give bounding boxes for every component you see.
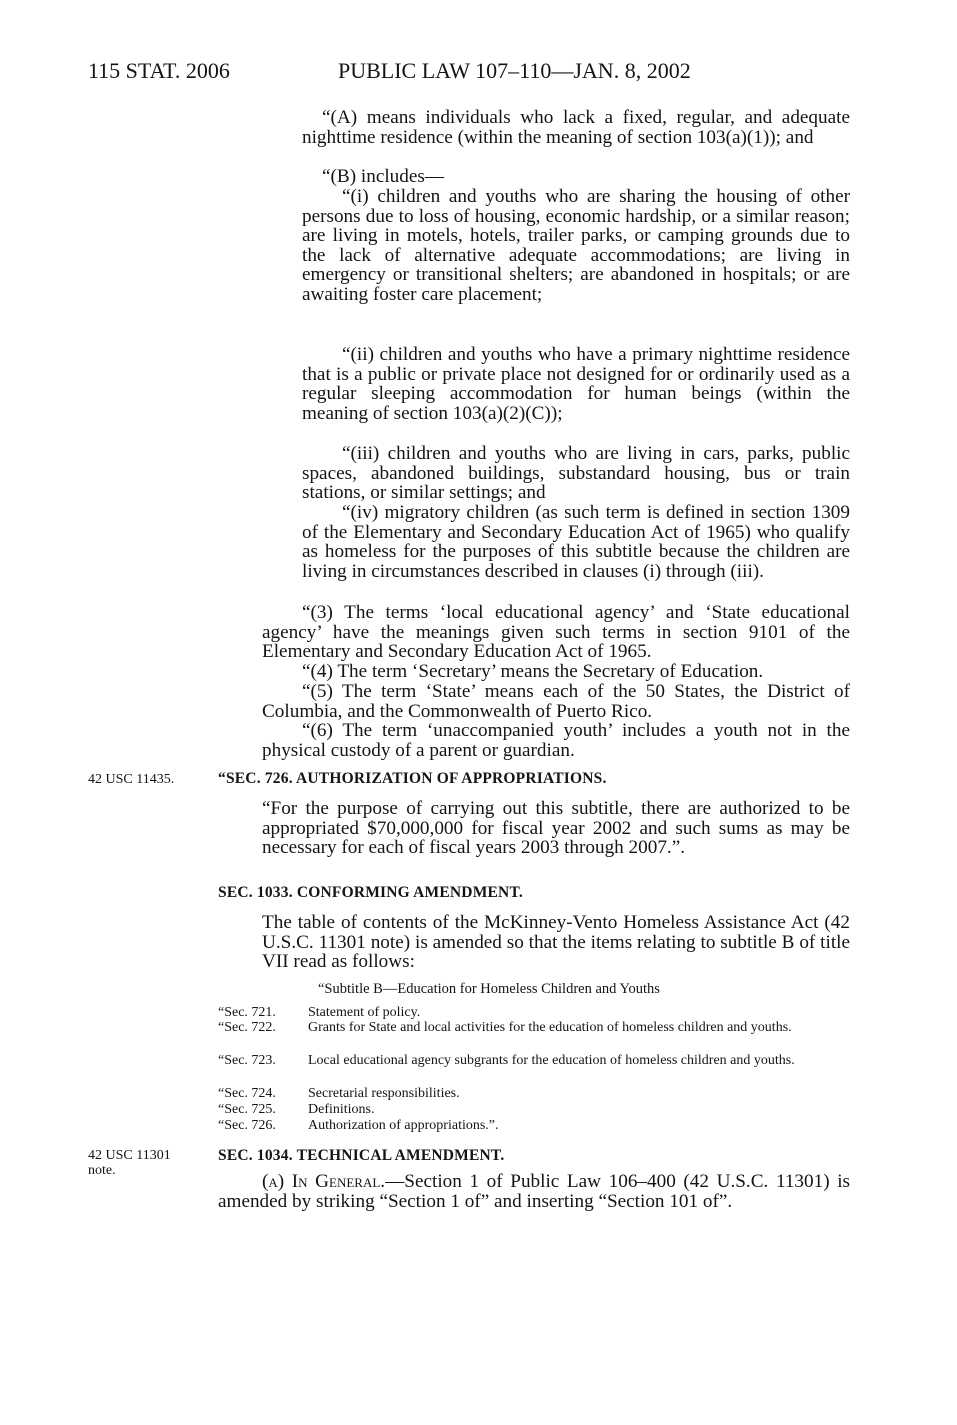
toc-item (218, 1103, 850, 1117)
toc-item-label: “Sec. 723. (218, 1053, 276, 1068)
page-header (88, 58, 868, 88)
margin-note-usc-11301: 42 USC 11301 note. (88, 1148, 171, 1178)
toc-item-label: “Sec. 726. (218, 1118, 276, 1133)
sec-1034-text (218, 1172, 850, 1211)
toc-item (218, 1021, 850, 1035)
page-reference: 115 STAT. 2006 (88, 58, 230, 83)
clause-i: “(i) children and youths who are sharing the housing of other persons due to loss of housing, economic hardship, or a similar reason; are living in motels, hotels, trailer parks, or camping grounds due to the lack of alternative adequate accommodations; are living in emergency or transitional shelters; are abandoned in hospitals; or are awaiting foster care placement; (302, 186, 850, 305)
subsection-label: (a) In General. (262, 1171, 386, 1192)
toc-item-title: Grants for State and local activities for the education of homeless children and youths. (308, 1020, 792, 1035)
paragraph-3: “(3) The terms ‘local educational agency’ and ‘State educational agency’ have the meanings given such terms in section 9101 of the Elementary and Secondary Education Act of 1965. (262, 602, 850, 663)
sec-1034-heading: SEC. 1034. TECHNICAL AMENDMENT. (218, 1147, 505, 1164)
law-reference: PUBLIC LAW 107–110—JAN. 8, 2002 (338, 58, 691, 83)
toc-item-label: “Sec. 724. (218, 1086, 276, 1101)
paragraph-a: “(A) means individuals who lack a fixed, regular, and adequate nighttime residence (within the meaning of section 103(a)(1)); and (302, 107, 850, 148)
toc-item (218, 1006, 850, 1020)
subsection-text: —Section 1 of Public Law 106–400 (42 U.S.C. 11301) is amended by striking “Section 1 of” and inserting “Section 101 of”. (218, 1171, 850, 1212)
toc-subtitle-heading: “Subtitle B—Education for Homeless Children and Youths (318, 981, 660, 997)
sec-726-text: “For the purpose of carrying out this subtitle, there are authorized to be appropriated $70,000,000 for fiscal year 2002 and such sums as may be necessary for each of fiscal years 2003 through 2007.”. (262, 798, 850, 859)
toc-item-label: “Sec. 721. (218, 1005, 276, 1020)
toc-item-title: Local educational agency subgrants for the education of homeless children and youths. (308, 1053, 795, 1068)
toc-item-label: “Sec. 722. (218, 1020, 276, 1035)
sec-1033-heading: SEC. 1033. CONFORMING AMENDMENT. (218, 884, 523, 901)
margin-note-usc-11435: 42 USC 11435. (88, 772, 175, 787)
paragraph-b: “(B) includes— (322, 166, 445, 187)
toc-item-title: Secretarial responsibilities. (308, 1086, 460, 1101)
toc-item-title: Statement of policy. (308, 1005, 421, 1020)
clause-iv: “(iv) migratory children (as such term is defined in section 1309 of the Elementary and Secondary Education Act of 1965) who qualify as homeless for the purposes of this subtitle because the children are living in circumstances described in clauses (i) through (iii). (302, 502, 850, 582)
clause-iii: “(iii) children and youths who are living in cars, parks, public spaces, abandoned buildings, substandard housing, bus or train stations, or similar settings; and (302, 443, 850, 504)
toc-item (218, 1119, 850, 1133)
sec-726-heading: “SEC. 726. AUTHORIZATION OF APPROPRIATIONS. (218, 770, 607, 787)
toc-item-title: Definitions. (308, 1102, 375, 1117)
toc-item-title: Authorization of appropriations.”. (308, 1118, 499, 1133)
clause-ii: “(ii) children and youths who have a primary nighttime residence that is a public or private place not designed for or ordinarily used as a regular sleeping accommodation for human beings (within the meaning of section 103(a)(2)(C)); (302, 344, 850, 424)
toc-item-label: “Sec. 725. (218, 1102, 276, 1117)
toc-item (218, 1087, 850, 1101)
paragraph-5: “(5) The term ‘State’ means each of the 50 States, the District of Columbia, and the Commonwealth of Puerto Rico. (262, 681, 850, 722)
paragraph-4: “(4) The term ‘Secretary’ means the Secretary of Education. (302, 661, 764, 682)
toc-item (218, 1054, 850, 1068)
sec-1033-text: The table of contents of the McKinney-Vento Homeless Assistance Act (42 U.S.C. 11301 note) is amended so that the items relating to subtitle B of title VII read as follows: (262, 912, 850, 973)
paragraph-6: “(6) The term ‘unaccompanied youth’ includes a youth not in the physical custody of a parent or guardian. (262, 720, 850, 761)
